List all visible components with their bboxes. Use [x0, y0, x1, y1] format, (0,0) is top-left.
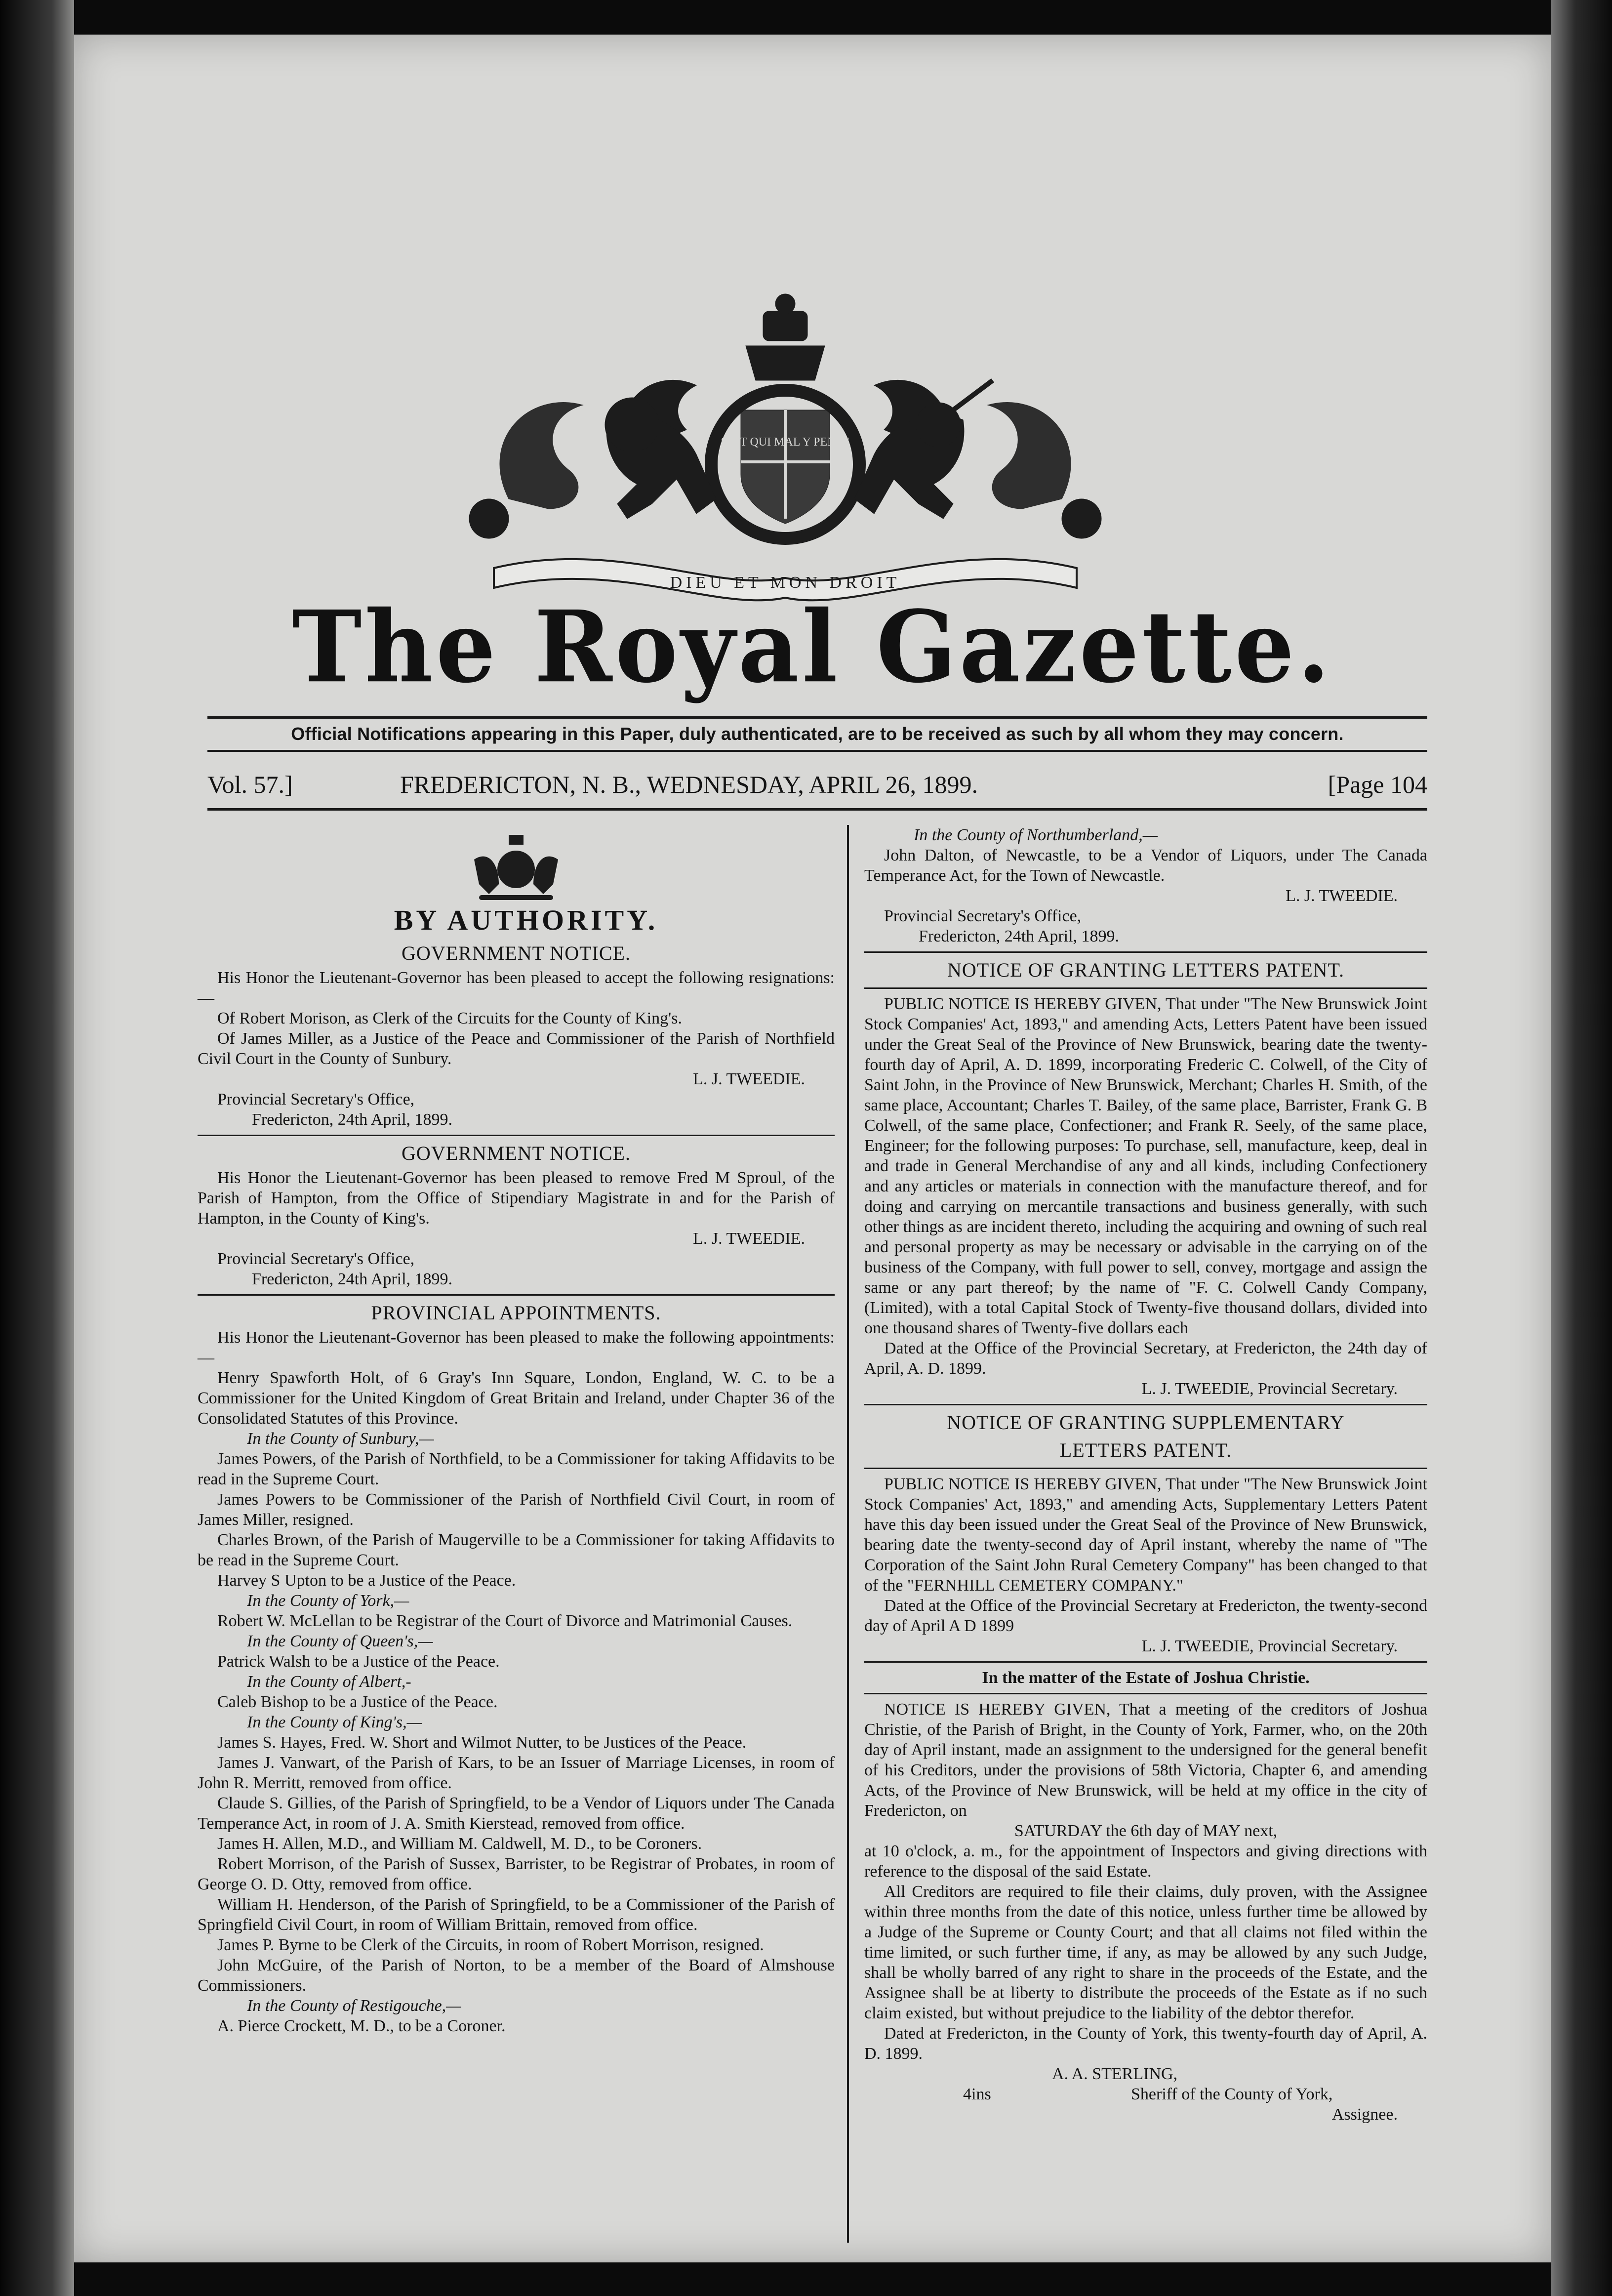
letters-patent-heading: NOTICE OF GRANTING LETTERS PATENT. [947, 959, 1344, 981]
government-notice-1-heading: GOVERNMENT NOTICE. [402, 942, 631, 964]
insertion-count: 4ins [963, 2085, 991, 2103]
top-rule [207, 716, 1427, 719]
ribbon-motto: DIEU ET MON DROIT [670, 574, 901, 592]
binding-right [1551, 0, 1612, 2296]
section-divider [198, 1135, 835, 1136]
garter-motto: SOIT QUI MAL Y PENSE [721, 436, 850, 449]
government-notice-2-heading: GOVERNMENT NOTICE. [402, 1142, 631, 1164]
northumberland-office-date: Fredericton, 24th April, 1899. [919, 927, 1120, 945]
county-kings: In the County of King's,— [247, 1713, 422, 1731]
appointment-powers-2: James Powers to be Commissioner of the Parish of Northfield Civil Court, in room of James Miller, resigned. [198, 1490, 835, 1529]
official-notice-line: Official Notifications appearing in this Paper, duly authenticated, are to be received as such by all whom they may concern. [291, 724, 1344, 744]
county-queens: In the County of Queen's,— [247, 1632, 433, 1650]
county-restigouche: In the County of Restigouche,— [247, 1997, 461, 2015]
place-and-date: FREDERICTON, N. B., WEDNESDAY, APRIL 26, 1899. [400, 771, 978, 798]
supplementary-patent-heading-1: NOTICE OF GRANTING SUPPLEMENTARY [947, 1411, 1345, 1434]
northumberland-signature: L. J. TWEEDIE. [1286, 887, 1398, 905]
supplementary-patent-dated: Dated at the Office of the Provincial Secretary at Fredericton, the twenty-second day of April A D 1899 [864, 1597, 1427, 1635]
county-northumberland: In the County of Northumberland,— [914, 826, 1158, 844]
notice-2-office-date: Fredericton, 24th April, 1899. [252, 1270, 453, 1288]
appointment-vanwart: James J. Vanwart, of the Parish of Kars, to be an Issuer of Marriage Licenses, in room of John R. Merritt, removed from office. [198, 1754, 835, 1792]
county-sunbury: In the County of Sunbury,— [247, 1430, 434, 1448]
appointment-hayes: James S. Hayes, Fred. W. Short and Wilmot Nutter, to be Justices of the Peace. [217, 1733, 747, 1752]
gazette-page [74, 35, 1551, 2262]
estate-sig-role: Assignee. [1331, 2105, 1398, 2124]
notice-1-signature: L. J. TWEEDIE. [693, 1070, 805, 1088]
dateline-rule [207, 808, 1427, 811]
appointment-gillies: Claude S. Gillies, of the Parish of Springfield, to be a Vendor of Liquors under The Canada Temperance Act, in room of J. A. Smith Kierstead, removed from office. [198, 1794, 835, 1833]
appointment-bishop: Caleb Bishop to be a Justice of the Peace. [217, 1693, 498, 1711]
binding-left [0, 0, 74, 2296]
notice-1-resignation-morison: Of Robert Morison, as Clerk of the Circuits for the County of King's. [217, 1009, 683, 1027]
estate-dated: Dated at Fredericton, in the County of York, this twenty-fourth day of April, A. D. 1899. [864, 2024, 1427, 2063]
notice-1-intro: His Honor the Lieutenant-Governor has been pleased to accept the following resignations:— [198, 969, 835, 1007]
notice-rule [207, 750, 1427, 752]
county-york: In the County of York,— [247, 1592, 409, 1610]
volume-number: Vol. 57.] [207, 771, 293, 798]
royal-coat-of-arms [420, 291, 1151, 608]
northumberland-office: Provincial Secretary's Office, [884, 907, 1082, 925]
section-divider [864, 1661, 1427, 1663]
appointment-upton: Harvey S Upton to be a Justice of the Peace. [217, 1571, 516, 1590]
by-authority-heading: BY AUTHORITY. [394, 904, 658, 936]
column-divider [847, 825, 849, 2243]
supplementary-patent-heading-2: LETTERS PATENT. [1059, 1439, 1232, 1461]
page-number: [Page 104 [1328, 771, 1427, 798]
estate-notice-body: NOTICE IS HEREBY GIVEN, That a meeting of the creditors of Joshua Christie, of the Parish of Bright, in the County of York, Farmer, who, on the 20th day of April instant, made an assignment to the undersigned for the general benefit of his Creditors, under the provisions of 58th Victoria, Chapter 6, and amending Acts, of the Province of New Brunswick, will be held at my office in the city of Fredericton, on [864, 1700, 1427, 1820]
estate-creditors-notice: All Creditors are required to file their claims, duly proven, with the Assignee within three months from the date of this notice, unless further time be allowed by a Judge of the Supreme or County Court; and that all claims not filed within the time limited, or such further time, if any, as may be allowed by any such Judge, shall be wholly barred of any right to share in the proceeds of the Estate, and the Assignee shall be at liberty to distribute the proceeds of the Estate as if no such claim existed, but without prejudice to the liability of the debtor therefor. [864, 1883, 1427, 2022]
section-divider [864, 987, 1427, 989]
appointment-holt: Henry Spawforth Holt, of 6 Gray's Inn Square, London, England, W. C. to be a Commissioner for the United Kingdom of Great Britain and Ireland, under Chapter 36 of the Consolidated Statutes of this Province. [198, 1369, 835, 1428]
estate-heading: In the matter of the Estate of Joshua Christie. [982, 1669, 1310, 1687]
section-divider [864, 951, 1427, 953]
provincial-appointments-heading: PROVINCIAL APPOINTMENTS. [371, 1302, 661, 1324]
letters-patent-body: PUBLIC NOTICE IS HEREBY GIVEN, That under "The New Brunswick Joint Stock Companies' Act, 1893," and amending Acts, Letters Patent have been issued under the Great Seal of the Province of New Brunswick, bearing date the twenty-fourth day of April, A. D. 1899, incorporating Frederic C. Colwell, of the City of Saint John, in the Province of New Brunswick, Merchant; Charles H. Smith, of the same place, Accountant; Charles T. Bailey, of the same place, Barrister, Frank G. B Colwell, of the same place, Confectioner; and Frank R. Seely, of the same place, Engineer; for the following purposes: To purchase, sell, manufacture, keep, deal in and trade in General Merchandise of any and all kinds, including Confectionery and any articles or materials in connection with the manufacture thereof, and for doing and carrying on mercantile transactions and business generally, with such other things as are incident thereto, including the acquiring and owning of such real and personal property as may be necessary or advisable in the carrying on of the business of the Company, with full power to sell, convey, mortgage and assign the same or any part thereof; by the name of "F. C. Colwell Candy Company, (Limited), with a total Capital Stock of Twenty-five thousand dollars, divided into one thousand shares of Twenty-five dollars each [864, 995, 1427, 1337]
notice-1-office: Provincial Secretary's Office, [217, 1090, 415, 1108]
estate-sig-title-row [864, 2084, 1427, 2104]
notice-2-body: His Honor the Lieutenant-Governor has been pleased to remove Fred M Sproul, of the Parish of Hampton, from the Office of Stipendiary Magistrate in and for the Parish of Hampton, in the County of King's. [198, 1169, 835, 1228]
county-albert: In the County of Albert,- [247, 1673, 411, 1691]
estate-meeting-date: SATURDAY the 6th day of MAY next, [1014, 1822, 1278, 1840]
appointment-allen: James H. Allen, M.D., and William M. Caldwell, M. D., to be Coroners. [217, 1835, 702, 1853]
section-divider [864, 1693, 1427, 1694]
supplementary-patent-body: PUBLIC NOTICE IS HEREBY GIVEN, That under "The New Brunswick Joint Stock Companies' Act, 1893," and amending Acts, Supplementary Letters Patent have this day been issued under the Great Seal of the Province of New Brunswick, bearing date the twenty-second day of April instant, whereby the name of "The Corporation of the Saint John Rural Cemetery Company" has been changed to that of the "FERNHILL CEMETERY COMPANY." [864, 1475, 1427, 1595]
notice-2-office: Provincial Secretary's Office, [217, 1250, 415, 1268]
notice-2-signature: L. J. TWEEDIE. [693, 1230, 805, 1248]
left-column [198, 825, 835, 2036]
appointments-intro: His Honor the Lieutenant-Governor has been pleased to make the following appointments:— [198, 1328, 835, 1367]
newspaper-title: The Royal Gazette. [292, 589, 1333, 705]
appointment-morrison: Robert Morrison, of the Parish of Sussex, Barrister, to be Registrar of Probates, in room of George O. D. Otty, removed from office. [198, 1855, 835, 1893]
appointment-mclellan: Robert W. McLellan to be Registrar of the Court of Divorce and Matrimonial Causes. [217, 1612, 793, 1630]
appointment-powers-1: James Powers, of the Parish of Northfield, to be a Commissioner for taking Affidavits to be read in the Supreme Court. [198, 1450, 835, 1488]
estate-meeting-time: at 10 o'clock, a. m., for the appointment of Inspectors and giving directions with reference to the disposal of the said Estate. [864, 1842, 1427, 1881]
estate-sig-title: Sheriff of the County of York, [1131, 2085, 1333, 2103]
small-coat-of-arms [459, 830, 573, 904]
appointment-crockett: A. Pierce Crockett, M. D., to be a Coroner. [217, 2017, 506, 2035]
right-column [864, 825, 1427, 2125]
section-divider [864, 1404, 1427, 1405]
section-divider [198, 1294, 835, 1296]
appointment-byrne: James P. Byrne to be Clerk of the Circuits, in room of Robert Morrison, resigned. [217, 1936, 764, 1954]
estate-sig-name: A. A. STERLING, [1052, 2065, 1178, 2083]
supplementary-patent-signature: L. J. TWEEDIE, Provincial Secretary. [1141, 1637, 1398, 1655]
section-divider [864, 1468, 1427, 1469]
appointment-dalton: John Dalton, of Newcastle, to be a Vendor of Liquors, under The Canada Temperance Act, for the Town of Newcastle. [864, 846, 1427, 885]
notice-1-office-date: Fredericton, 24th April, 1899. [252, 1110, 453, 1129]
appointment-brown: Charles Brown, of the Parish of Maugerville to be a Commissioner for taking Affidavits to be read in the Supreme Court. [198, 1531, 835, 1569]
appointment-henderson: William H. Henderson, of the Parish of Springfield, to be a Commissioner of the Parish of Springfield Civil Court, in room of William Brittain, removed from office. [198, 1895, 835, 1934]
dateline [207, 770, 1427, 804]
letters-patent-dated: Dated at the Office of the Provincial Secretary, at Fredericton, the 24th day of April, A. D. 1899. [864, 1339, 1427, 1378]
appointment-walsh: Patrick Walsh to be a Justice of the Peace. [217, 1652, 500, 1671]
notice-1-resignation-miller: Of James Miller, as a Justice of the Peace and Commissioner of the Parish of Northfield Civil Court in the County of Sunbury. [198, 1029, 835, 1068]
appointment-mcguire: John McGuire, of the Parish of Norton, to be a member of the Board of Almshouse Commissioners. [198, 1956, 835, 1995]
letters-patent-signature: L. J. TWEEDIE, Provincial Secretary. [1141, 1380, 1398, 1398]
